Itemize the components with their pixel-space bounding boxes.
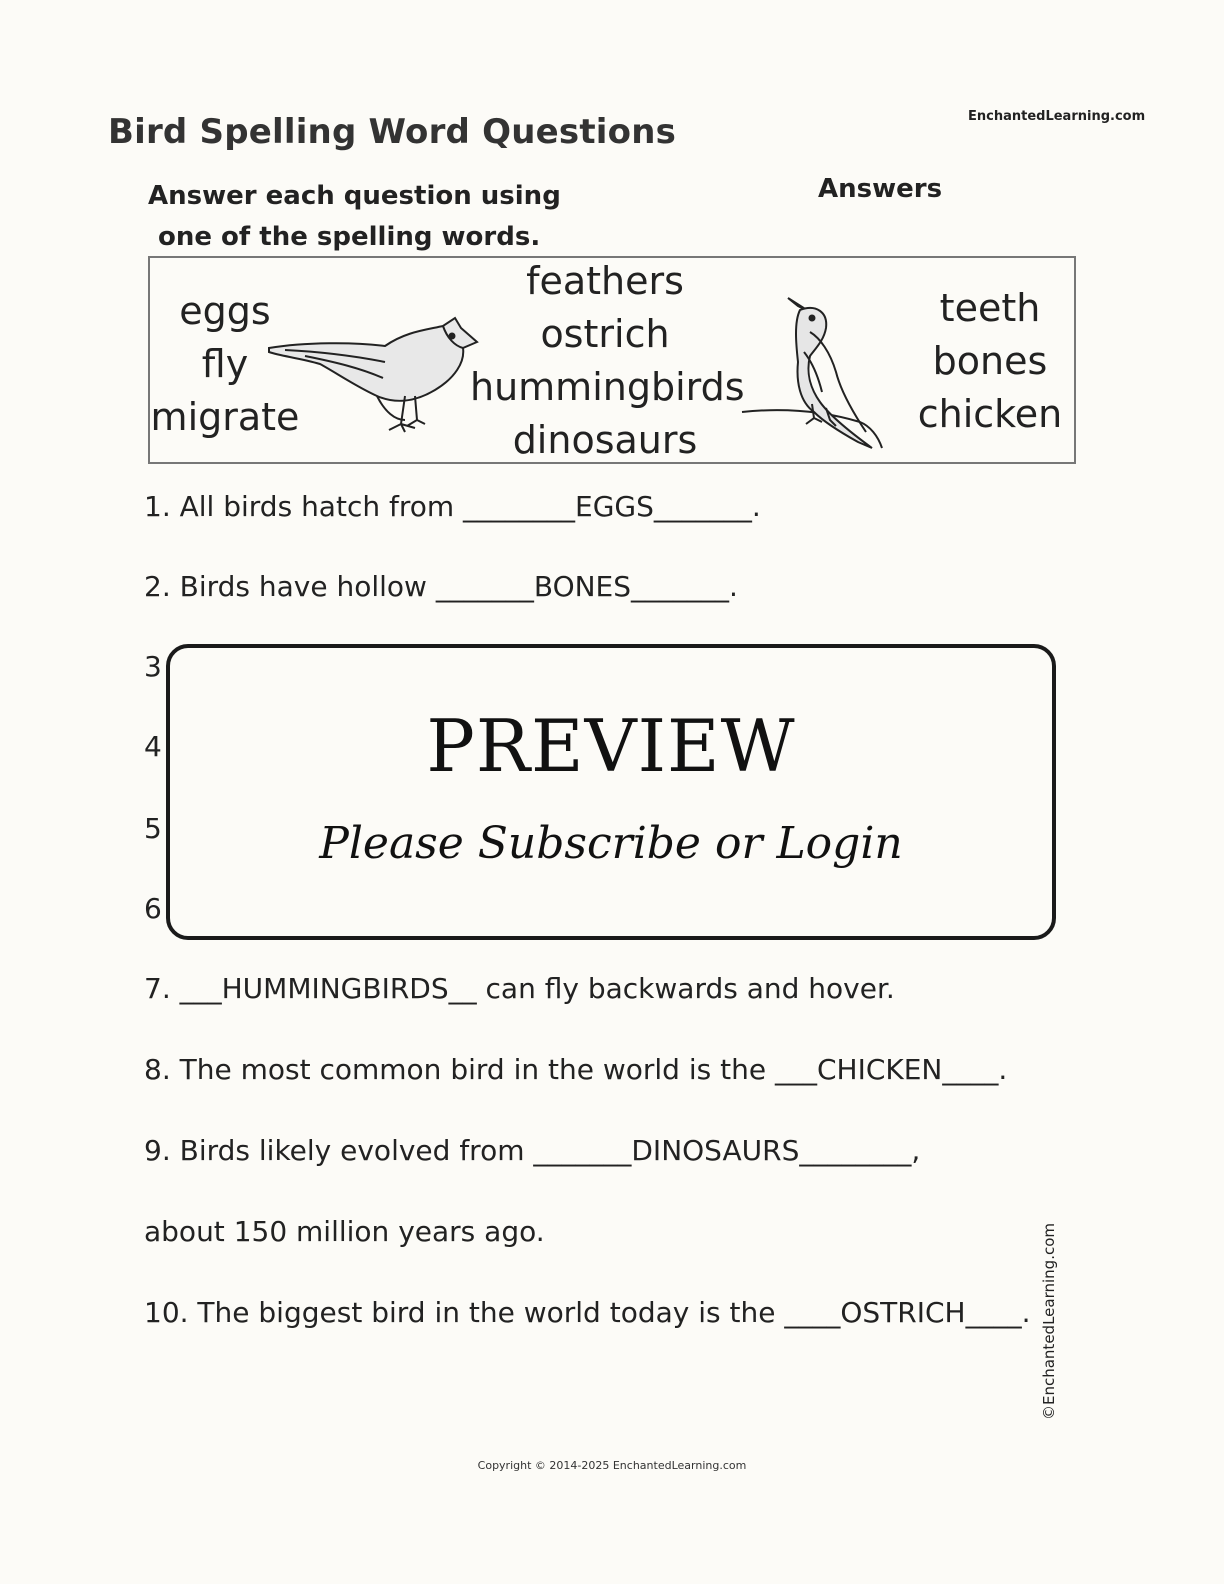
question-10: 10. The biggest bird in the world today is the ____OSTRICH____. [144,1296,1031,1329]
question-8: 8. The most common bird in the world is the ___CHICKEN____. [144,1053,1008,1086]
question-2: 2. Birds have hollow _______BONES_______. [144,570,738,603]
word-bank-word: chicken [917,392,1063,436]
preview-overlay[interactable] [166,644,1056,940]
question-3: 3 [144,650,162,683]
copyright-footer: Copyright © 2014-2025 EnchantedLearning.com [477,1459,747,1472]
question-4: 4 [144,730,162,763]
question-9: 9. Birds likely evolved from _______DINOSAURS________, [144,1134,921,1167]
site-name[interactable]: EnchantedLearning.com [968,109,1146,124]
page-title: Bird Spelling Word Questions [108,112,677,152]
instructions-line-1: Answer each question using [148,181,561,211]
question-7: 7. ___HUMMINGBIRDS__ can fly backwards and hover. [144,972,895,1005]
blue-jay-icon [265,312,485,442]
word-bank-word: feathers [526,259,684,303]
subscribe-login-prompt[interactable]: Please Subscribe or Login [319,818,903,869]
word-bank-right-column [905,282,1075,441]
word-bank-word: dinosaurs [512,418,698,462]
answers-label: Answers [818,174,943,204]
question-1: 1. All birds hatch from ________EGGS_______. [144,490,761,523]
word-bank-word: migrate [150,395,300,439]
word-bank-center-column [470,255,745,467]
word-bank-word: teeth [939,286,1041,330]
side-watermark: ©EnchantedLearning.com [1040,1223,1058,1420]
instructions-line-2: one of the spelling words. [158,222,541,252]
word-bank-word: ostrich [540,312,670,356]
word-bank-word: eggs [179,289,271,333]
question-5: 5 [144,812,162,845]
question-6: 6 [144,892,162,925]
preview-title: PREVIEW [426,704,796,788]
word-bank-word: bones [932,339,1048,383]
meadowlark-icon [740,292,890,457]
word-bank-word: hummingbirds [470,365,745,409]
question-9-continued: about 150 million years ago. [144,1215,545,1248]
word-bank-word: fly [201,342,249,386]
instructions [148,176,561,258]
